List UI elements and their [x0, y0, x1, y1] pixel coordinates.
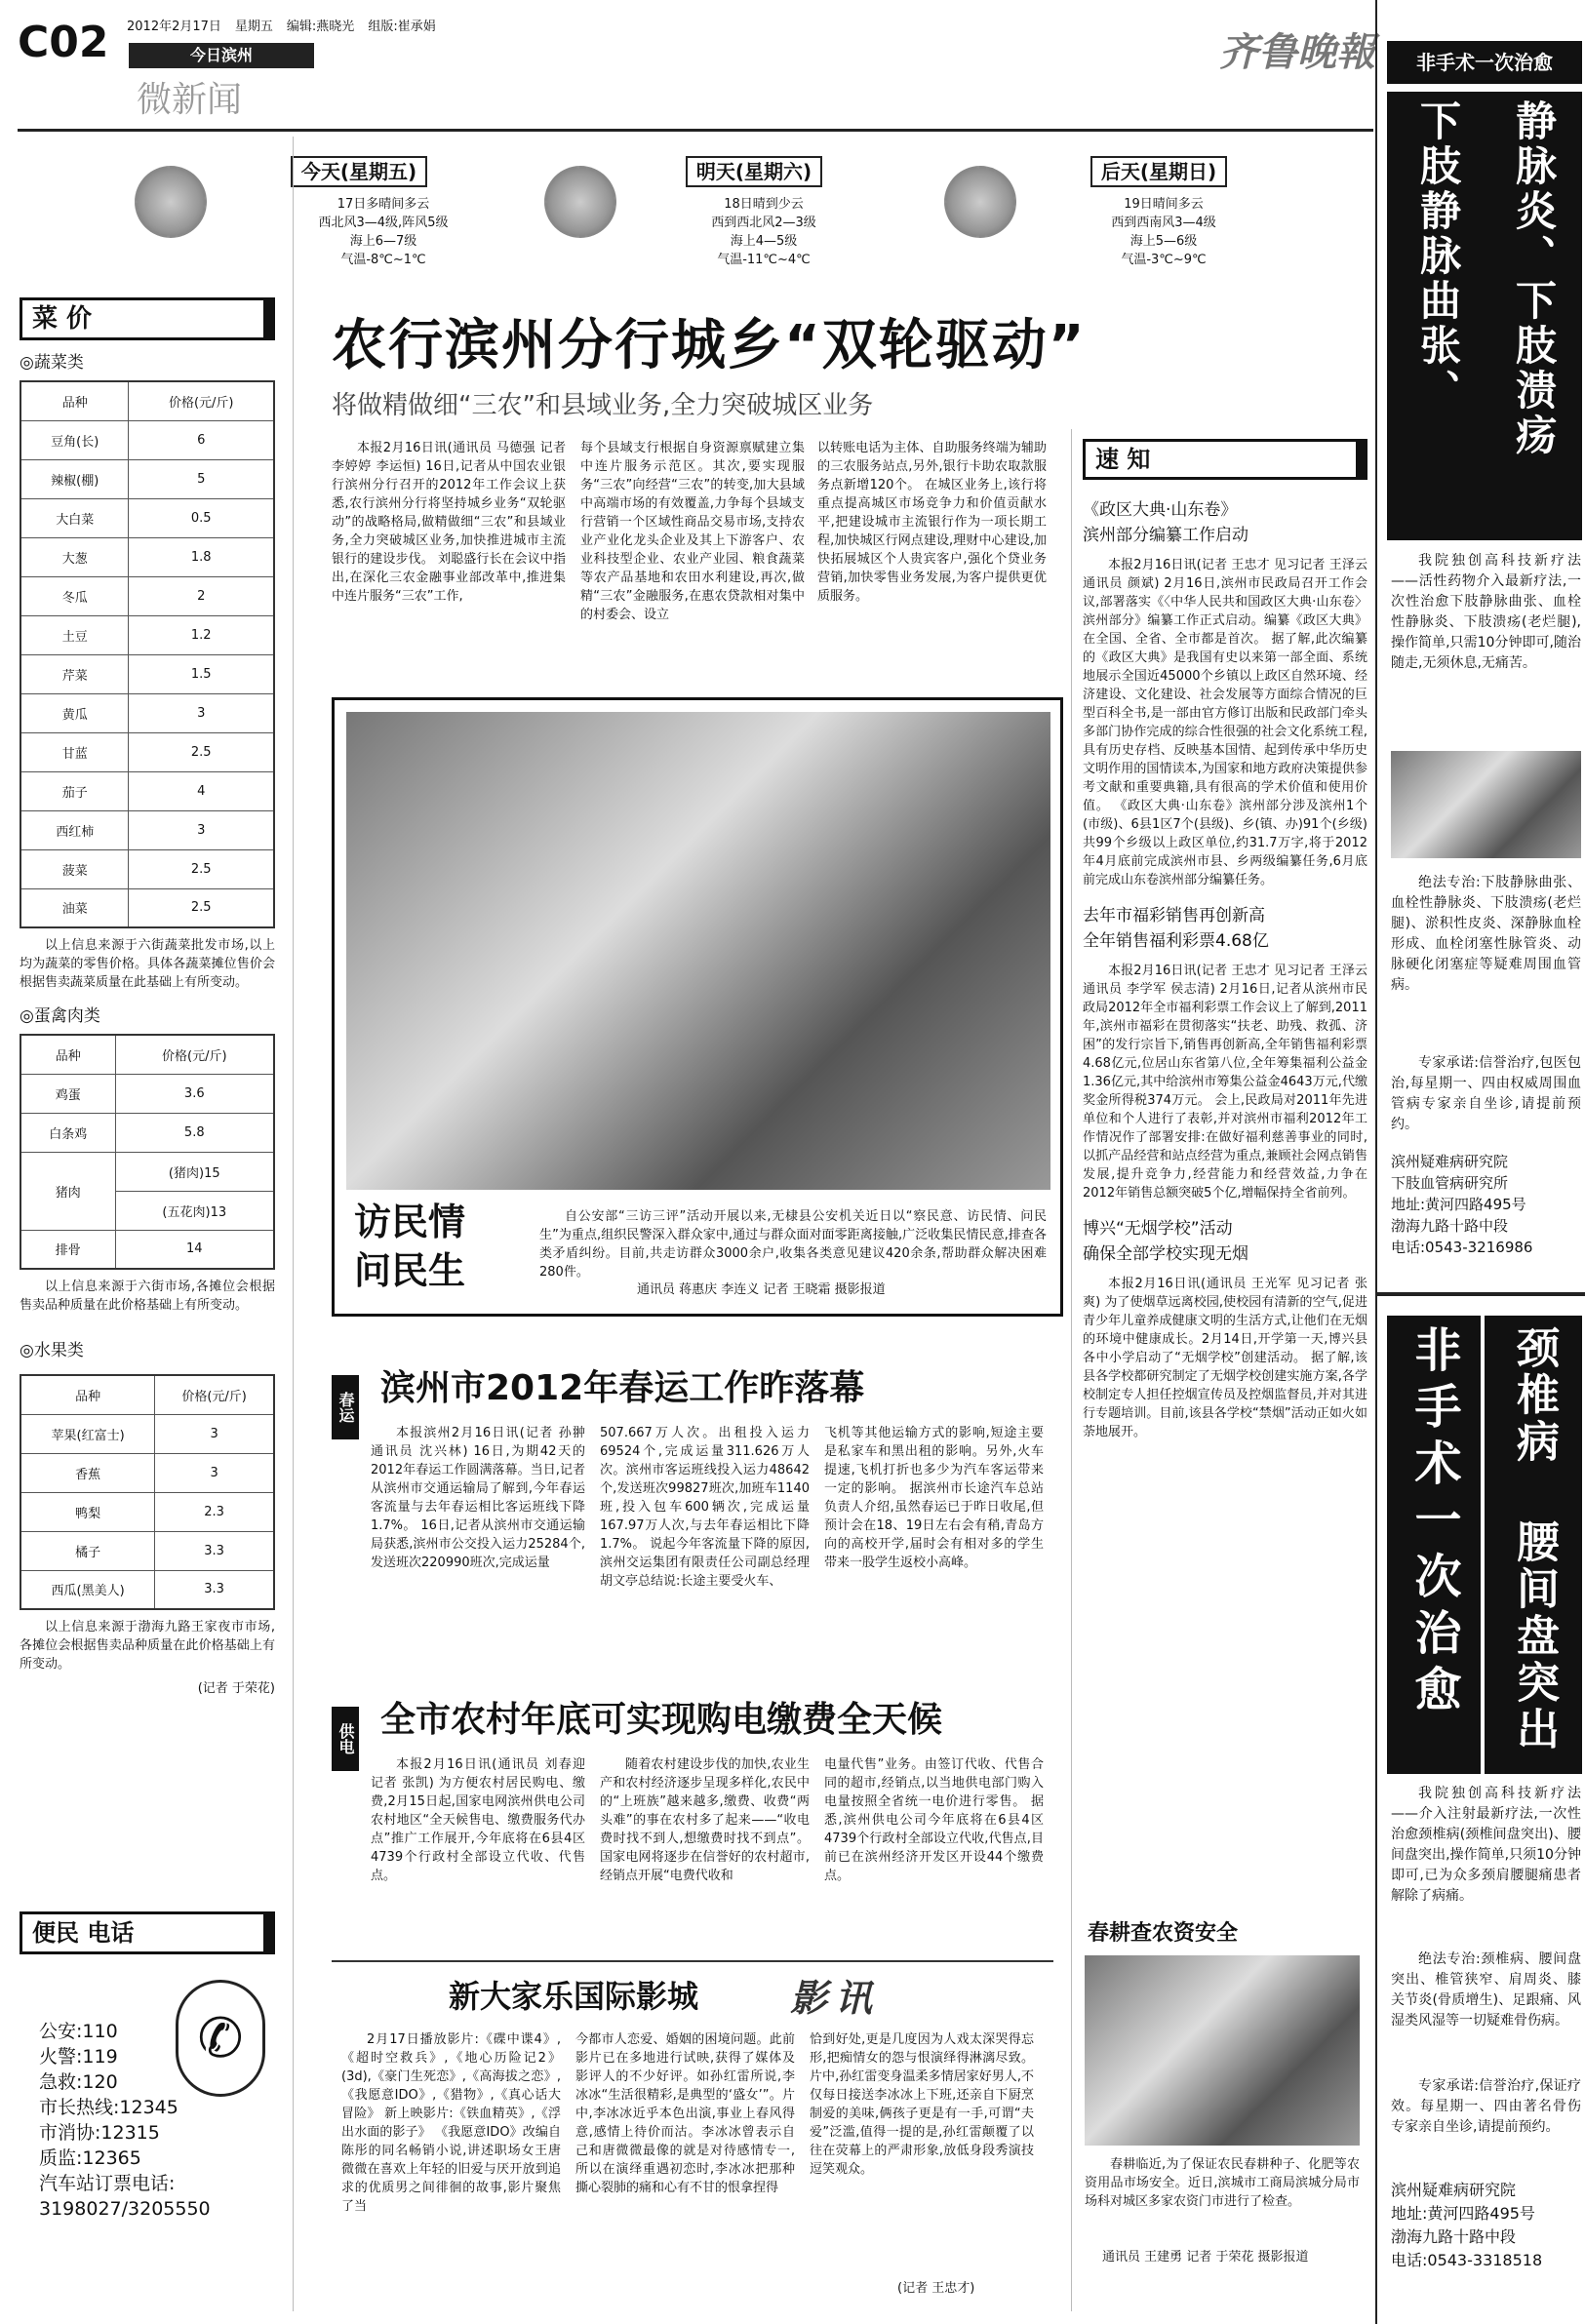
cinema-box — [332, 1960, 1053, 2306]
sun-icon — [944, 166, 1016, 238]
photo-frame — [332, 697, 1063, 1317]
prices-title: 菜 价 — [20, 297, 275, 340]
prices-byline: (记者 于荣花) — [197, 1681, 275, 1696]
header-rule — [18, 129, 1373, 132]
ad1-spec: 绝法专治:下肢静脉曲张、血栓性静脉炎、下肢溃疡(老烂腿)、淤积性皮炎、深静脉血栓形成、血栓闭塞性脉管炎、动脉硬化闭塞症等疑难周围血管病。 — [1391, 875, 1581, 993]
brief4-caption: 春耕临近,为了保证农民春耕种子、化肥等农资用品市场安全。近日,滨城市工商局滨城分局市场科对城区多家农资门市进行了检查。 — [1085, 2157, 1360, 2209]
weather-title: 明天(星期六) — [686, 156, 822, 187]
lead-subhead: 将做精做细“三农”和县域业务,全力突破城区业务 — [332, 391, 874, 420]
table-row: 大白菜 0.5 — [20, 498, 274, 537]
brief4-head: 春耕查农资安全 — [1088, 1921, 1239, 1946]
phones-box — [20, 1911, 275, 2302]
table-row: 西红柿 3 — [20, 810, 274, 849]
weather-title: 后天(星期日) — [1090, 156, 1227, 187]
prices-column — [20, 297, 275, 1872]
weather-strip — [115, 146, 1373, 293]
ad2-body: 我院独创高科技新疗法——介入注射最新疗法,一次性治愈颈椎病(颈椎间盘突出)、腰间盘突出,操作简单,只须10分钟即可,已为众多颈肩腰腿痛患者解除了病痛。 — [1391, 1786, 1581, 1904]
photo-title: 访民情 问民生 — [354, 1201, 466, 1292]
ad2-spec: 绝法专治:颈椎病、腰间盘突出、椎管狭窄、肩周炎、膝关节炎(骨质增生)、足跟痛、风湿类风湿等一切疑难骨伤病。 — [1391, 1951, 1581, 2029]
ad-spine — [1375, 1292, 1585, 2324]
page-number: C02 — [18, 18, 109, 67]
table-row: 芹菜 1.5 — [20, 654, 274, 693]
photo-credit: 通讯员 蒋惠庆 李连义 记者 王晓霜 摄影报道 — [637, 1282, 886, 1297]
ad2-promise: 专家承诺:信誉治疗,保证疗效。每星期一、四由著名骨伤专家亲自坐诊,请提前预约。 — [1391, 2078, 1581, 2135]
spring-tag: 春运 — [332, 1375, 359, 1439]
brief2-body: 本报2月16日讯(记者 王忠才 见习记者 王泽云 通讯员 李学军 侯志清) 2月16日,记者从滨州市民政局2012年全市福利彩票工作会议上了解到,2011年,滨州市福彩在贯彻落实“扶老、助残、救孤、济困”的发行宗旨下,销售再创新高,全年销售福利彩票4.68亿元,位居山东省第八位,全年筹集福利公益金1.36亿元,其中给滨州市筹集公益金4643万元,代缴奖金所得税374万元。 会上,民政局对2011年先进单位和个人进行了表彰,并对滨州市福利2012年工作情况作了部署安排:在做好福利慈善事业的同时,以抓产品经营和站点经营为重点,兼顾社会网点销售发展,提升竞争力,经营能力和经营效益,力争在2012年销售总额突破5个亿,增幅保持全省前列。 — [1083, 964, 1367, 1201]
brief1-head: 《政区大典·山东卷》 滨州部分编纂工作启动 — [1083, 500, 1248, 545]
spring-col2: 507.667万人次。出租投入运力69524个,完成运量311.626万人次。滨州市客运班线投入运力48642个,发送班次99827班次,加班车1140班,投入包车600辆次,完成运量167.97万人次,与去年春运相比下降1.7%。 说起今年客流量下降的原因,滨州交运集团有限责任公司副总经理胡文亭总结说:长途主要受火车、 — [600, 1426, 810, 1589]
table-row: 甘蓝 2.5 — [20, 732, 274, 771]
table-row: 冬瓜 2 — [20, 576, 274, 615]
table-row: 白条鸡 5.8 — [20, 1113, 274, 1152]
lead-headline: 农行滨州分行城乡“双轮驱动” — [332, 314, 1087, 377]
table-header: 品种 价格(元/斤) — [20, 381, 274, 420]
weather-today — [115, 146, 535, 293]
ad1-big1: 静脉炎、下肢溃疡 — [1510, 99, 1558, 458]
brief2-head: 去年市福彩销售再创新高 全年销售福利彩票4.68亿 — [1083, 906, 1269, 951]
table-header: 品种 价格(元/斤) — [20, 1375, 274, 1414]
table-row: 鸭梨 2.3 — [20, 1492, 274, 1531]
table-row: 香蕉 3 — [20, 1453, 274, 1492]
lead-col3: 以转账电话为主体、自助服务终端为辅助的三农服务站点,另外,银行卡助农取款服务点新增120个。 在城区业务上,该行将重点提高城区市场竞争力和价值贡献水平,把建设城市主流银行作为一项长期工程,加快城区行网点建设,理财中心建设,加快拓展城区个人贵宾客户,强化个贷业务营销,加快零售业务发展,为客户提供更优质服务。 — [817, 441, 1047, 604]
spring-col3: 飞机等其他运输方式的影响,短途主要是私家车和黑出租的影响。另外,火车提速,飞机打折也多少为汽车客运带来一定的影响。 据滨州市长途汽车总站负责人介绍,虽然春运已于昨日收尾,但预计会在18、19日左右会有稍,青岛方向的高校开学,届时会有相对多的学生带来一股学生返校小高峰。 — [824, 1426, 1044, 1570]
power-tag: 供电 — [332, 1707, 359, 1771]
ad2-contact: 滨州疑难病研究院 地址:黄河四路495号 渤海九路十路中段 电话:0543-3318518 — [1391, 2181, 1543, 2269]
cinema-byline: (记者 王忠才) — [897, 2281, 975, 2296]
column-title: 微新闻 — [137, 80, 243, 120]
table-header: 品种 价格(元/斤) — [20, 1035, 274, 1074]
table-row: 大葱 1.8 — [20, 537, 274, 576]
ad1-promise: 专家承诺:信誉治疗,包医包治,每星期一、四由权威周围血管病专家亲自坐诊,请提前预约。 — [1391, 1055, 1581, 1132]
cinema-col3: 恰到好处,更是几度因为人戏太深哭得忘形,把痴情女的怨与恨演绎得淋漓尽致。片中,孙红雷变身温柔多情居家好男人,不仅每日接送李冰冰上下班,还亲自下厨烹制爱的美味,俩孩子更是有一手,可谓“夫爱”泛滥,值得一提的是,孙红雷颠覆了以往在荧幕上的严肃形象,放低身段秀演技逗笑观众。 — [810, 2032, 1034, 2177]
ad-vein — [1375, 0, 1585, 1292]
ad1-big2-text: 下肢静脉曲张、 — [1387, 92, 1485, 540]
egg-label: ◎蛋禽肉类 — [20, 1006, 100, 1026]
table-row: 菠菜 2.5 — [20, 849, 274, 888]
inspection-photo — [1085, 1955, 1360, 2146]
column-divider — [1071, 429, 1072, 2311]
cinema-col1: 2月17日播放影片:《碟中谍4》,《超时空救兵》,《地心历险记2》(3d),《豪门生死恋》,《高海拔之恋》,《我愿意IDO》,《猎物》,《真心话大冒险》 新上映影片:《铁血精英》,《浮出水面的影子》 《我愿意IDO》改编自陈彤的同名畅销小说,讲述职场女王唐微微在喜欢上年轻的旧爱与厌开放到追求的优质男之间徘徊的故事,影片聚焦了当 — [341, 2032, 561, 2214]
table-row: 黄瓜 3 — [20, 693, 274, 732]
power-col1: 本报2月16日讯(通讯员 刘春迎 记者 张凯) 为方便农村居民购电、缴费,2月15日起,国家电网滨州供电公司农村地区“全天候售电、缴费服务代办点”推广工作展开,今年底将在6县4区4739个行政村全部设立代收、代售点。 — [371, 1757, 585, 1883]
table-row: (五花肉)13 — [20, 1191, 274, 1230]
veg-note: 以上信息来源于六街蔬菜批发市场,以上均为蔬菜的零售价格。具体各蔬菜摊位售价会根据售卖蔬菜质量在此基础上有所变动。 — [20, 938, 275, 990]
table-row: 茄子 4 — [20, 771, 274, 810]
sun-icon — [135, 166, 207, 238]
weather-tomorrow — [525, 146, 944, 293]
power-headline: 全市农村年底可实现购电缴费全天候 — [380, 1700, 943, 1740]
sun-cloud-icon — [544, 166, 616, 238]
table-row: 土豆 1.2 — [20, 615, 274, 654]
phone-icon: ✆ — [176, 1980, 265, 2097]
spring-col1: 本报滨州2月16日讯(记者 孙翀 通讯员 沈兴林) 16日,为期42天的2012年春运工作圆满落幕。当日,记者从滨州市交通运输局了解到,今年春运客流量与去年春运相比客运班线下降1.7%。 16日,记者从滨州市交通运输局获悉,滨州市公交投入运力25284个,发送班次220990班次,完成运量 — [371, 1426, 585, 1570]
column-divider — [293, 137, 294, 2311]
phones-list: 公安:110 火警:119 急救:120 市长热线:12345 市消协:12315 质监:12365 汽车站订票电话: 3198027/3205550 — [39, 2021, 211, 2220]
ad1-banner — [1485, 92, 1582, 540]
table-row: 油菜 2.5 — [20, 888, 274, 927]
fruit-note: 以上信息来源于渤海九路王家夜市市场,各摊位会根据售卖品种质量在此价格基础上有所变动。 — [20, 1620, 275, 1672]
table-row: 豆角(长) 6 — [20, 420, 274, 459]
veg-label: ◎蔬菜类 — [20, 353, 84, 373]
brief3-head: 博兴“无烟学校”活动 确保全部学校实现无烟 — [1083, 1219, 1248, 1264]
weather-detail: 18日晴到少云 西到西北风2—3级 海上4—5级 气温-11℃~4℃ — [711, 197, 816, 267]
photo-caption: 自公安部“三访三评”活动开展以来,无棣县公安机关近日以“察民意、访民情、问民生”为重点,组织民警深入群众家中,通过与群众面对面零距离接触,广泛收集民情民意,排查各类矛盾纠纷。目前,共走访群众3000余户,收集各类意见建议420余条,帮助群众解决困难280件。 — [539, 1209, 1047, 1280]
table-row: 鸡蛋 3.6 — [20, 1074, 274, 1113]
date: 2012年2月17日 — [127, 20, 221, 34]
lead-col2: 每个县域支行根据自身资源禀赋建立集中连片服务示范区。其次,要实现服务“三农”向经营“三农”的转变,加大县域中高端市场的有效覆盖,力争每个县域支行营销一个区域性商品交易市场,支持农业产业化龙头企业及其上下游客户、农业科技型企业、农业产业园、粮食蔬菜等农产品基地和农田水利建设,再次,做精“三农”金融服务,在惠农贷款相对集中的村委会、设立 — [580, 441, 805, 622]
brief1-body: 本报2月16日讯(记者 王忠才 见习记者 王泽云 通讯员 颜斌) 2月16日,滨州市民政局召开工作会议,部署落实《〈中华人民共和国政区大典·山东卷〉滨州部分》编纂工作正式启动。编纂《政区大典》在全国、全省、全市都是首次。 据了解,此次编纂的《政区大典》是我国有史以来第一部全面、系统地展示全国近45000个乡镇以上政区自然环境、经济建设、文化建设、社会发展等方面综合情况的巨型百科全书,是一部由官方修订出版和民政部门牵头多部门协作完成的综合性很强的社会文化系统工程,具有历史存档、反映基本国情、起到传承中华历史文明作用的国情读本,为国家和地方政府决策提供参考文献和重要典籍,具有很高的学术价值和使用价值。 《政区大典·山东卷》滨州部分涉及滨州1个(市级)、6县1区7个(县级)、乡(镇、办)91个(乡级)共99个乡级以上政区单位,约31.7万字,将于2012年4月底前完成滨州市县、乡两级编纂任务,6月底前完成山东卷滨州部分编纂任务。 — [1083, 558, 1367, 887]
ad1-tag: 非手术一次治愈 — [1387, 41, 1582, 84]
table-row: 橘子 3.3 — [20, 1531, 274, 1570]
table-row: 西瓜(黑美人) 3.3 — [20, 1570, 274, 1609]
ad2-banner-right: 颈椎病 腰间盘突出 — [1485, 1316, 1582, 1774]
power-col3: 电量代售”业务。由签订代收、代售合同的超市,经销点,以当地供电部门购入电量按照全省统一电价进行零售。 据悉,滨州供电公司今年底将在6县4区4739个行政村全部设立代收,代售点,目前已在滨州经济开发区开设44个缴费点。 — [824, 1757, 1044, 1883]
table-row: 辣椒(棚) 5 — [20, 459, 274, 498]
brief4-credit: 通讯员 王建勇 记者 于荣花 摄影报道 — [1102, 2250, 1309, 2265]
table-row: 苹果(红富士) 3 — [20, 1414, 274, 1453]
fruit-label: ◎水果类 — [20, 1341, 84, 1360]
brand-logo: 齐鲁晚報 — [1219, 29, 1375, 75]
editor: 编辑:燕晓光 — [286, 20, 355, 34]
ad2-banner-left: 非手术一次治愈 — [1387, 1316, 1481, 1774]
designer: 组版:崔承娟 — [368, 20, 436, 34]
egg-note: 以上信息来源于六街市场,各摊位会根据售卖品种质量在此价格基础上有所变动。 — [20, 1280, 275, 1313]
cinema-col2: 今都市人恋爱、婚姻的困境问题。此前影片已在多地进行试映,获得了媒体及影评人的不少好评。如孙红雷所说,李冰冰“生活很精彩,是典型的‘盛女’”。片中,李冰冰近乎本色出演,事业上春风得意,感情上待价而沽。李冰冰曾表示自己和唐微微最像的就是对待感情专一,所以在演绎重遇初恋时,李冰冰把那种撕心裂肺的痛和心有不甘的恨拿捏得 — [575, 2032, 795, 2195]
table-row: 猪肉 (猪肉)15 — [20, 1152, 274, 1191]
briefs-title: 速 知 — [1083, 439, 1367, 480]
ad1-body: 我院独创高科技新疗法——活性药物介入最新疗法,一次性治愈下肢静脉曲张、血栓性静脉炎、下肢溃疡(老烂腿),操作简单,只需10分钟即可,随治随走,无须休息,无痛苦。 — [1391, 553, 1581, 671]
weather-dayafter — [925, 146, 1373, 293]
header-meta — [127, 16, 436, 34]
cinema-headline: 新大家乐国际影城 — [449, 1978, 699, 2015]
power-col2: 随着农村建设步伐的加快,农业生产和农村经济逐步呈现多样化,农民中的“上班族”越来越多,缴费、收费“两头难”的事在农村多了起来——“收电费时找不到人,想缴费时找不到点”。国家电网将逐步在信誉好的农村超市,经销点开展“电费代收和 — [600, 1757, 810, 1883]
weather-detail: 17日多晴间多云 西北风3—4级,阵风5级 海上6—7级 气温-8℃~1℃ — [318, 197, 449, 267]
police-visit-photo — [346, 712, 1050, 1190]
ad1-contact: 滨州疑难病研究院 下肢血管病研究所 地址:黄河四路495号 渤海九路十路中段 电话:0543-3216986 — [1391, 1153, 1533, 1256]
table-row: 排骨 14 — [20, 1230, 274, 1269]
leg-photo — [1391, 751, 1581, 858]
weekday: 星期五 — [234, 20, 273, 34]
veg-table — [20, 380, 275, 928]
spring-headline: 滨州市2012年春运工作昨落幕 — [380, 1368, 865, 1408]
section-tag: 今日滨州 — [129, 43, 314, 68]
weather-detail: 19日晴间多云 西到西南风3—4级 海上5—6级 气温-3℃~9℃ — [1111, 197, 1216, 267]
lead-col1: 本报2月16日讯(通讯员 马德强 记者 李婷婷 李运恒) 16日,记者从中国农业银行滨州分行召开的2012年工作会议上获悉,农行滨州分行将坚持城乡业务“双轮驱动”的战略格局,做精做细“三农”和县域业务,全力突破城区业务,加快推进城市主流银行的建设步伐。 刘聪盛行长在会议中指出,在深化三农金融事业部改革中,推进集中连片服务“三农”工作, — [332, 441, 566, 604]
weather-title: 今天(星期五) — [291, 156, 427, 187]
cinema-brand: 影讯 — [790, 1976, 881, 2020]
egg-table — [20, 1034, 275, 1270]
phones-title: 便民 电话 — [20, 1911, 275, 1954]
fruit-table — [20, 1374, 275, 1610]
brief3-body: 本报2月16日讯(通讯员 王光军 见习记者 张爽) 为了使烟草远离校园,使校园有清新的空气,促进青少年儿童养成健康文明的生活方式,让他们在无烟的环境中健康成长。2月14日,开学第一天,博兴县各中小学启动了“无烟学校”创建活动。 据了解,该县各学校都研究制定了无烟学校创建实施方案,各学校制定专人担任控烟宣传员及控烟监督员,并对其进行专题培训。目前,该县各学校“禁烟”活动正如火如荼地展开。 — [1083, 1277, 1367, 1439]
